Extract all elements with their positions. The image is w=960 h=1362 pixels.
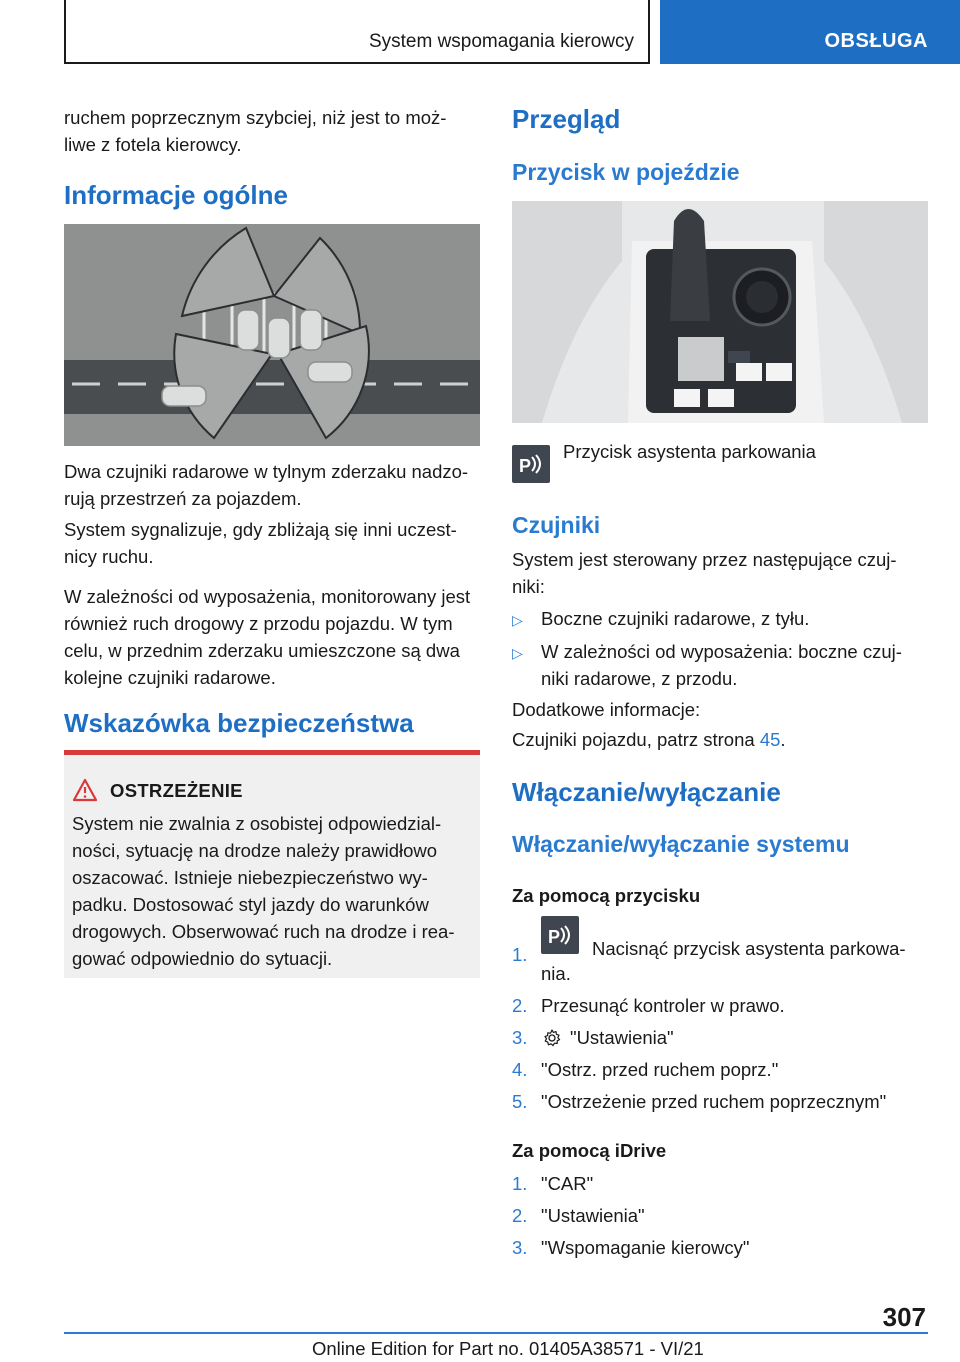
center-console-photo bbox=[512, 201, 928, 423]
section-heading-safety: Wskazówka bezpieczeństwa bbox=[64, 708, 414, 738]
page-reference: Czujniki pojazdu, patrz strona 45. bbox=[512, 729, 786, 750]
warning-line-1: System nie zwalnia z osobistej odpowiedzial- bbox=[72, 813, 442, 834]
sensor-bullet-2: ▷ W zależności od wyposażenia: boczne czuj- niki radarowe, z przodu. bbox=[512, 641, 902, 689]
page-reference-link[interactable]: 45 bbox=[759, 729, 781, 750]
header-title: System wspomagania kierowcy bbox=[368, 31, 634, 52]
parking-assistant-button-icon bbox=[541, 916, 579, 954]
via-idrive-heading: Za pomocą iDrive bbox=[512, 1140, 667, 1161]
sensors-text-line-1: System jest sterowany przez następujące czuj- bbox=[512, 549, 897, 570]
warning-line-5: drogowych. Obserwować ruch na drodze i rea- bbox=[72, 921, 455, 942]
intro-line-2: liwe z fotela kierowcy. bbox=[64, 134, 242, 155]
subheading-system-on-off: Włączanie/wyłączanie systemu bbox=[512, 831, 850, 857]
header-title-box bbox=[64, 0, 650, 64]
svg-text:P: P bbox=[548, 927, 561, 947]
header-section-label: OBSŁUGA bbox=[824, 30, 928, 52]
button-step-1: 1. P Nacisnąć przycisk asystenta parkowa- nia. bbox=[512, 916, 928, 976]
section-heading-on-off: Włączanie/wyłączanie bbox=[512, 777, 781, 807]
cross-traffic-illustration bbox=[64, 224, 480, 446]
extra-info-label: Dodatkowe informacje: bbox=[512, 699, 701, 720]
general-paragraph-3-line-2: również ruch drogowy z przodu pojazdu. W tym bbox=[64, 613, 453, 634]
header-section-tab[interactable] bbox=[660, 0, 960, 64]
warning-title: OSTRZEŻENIE bbox=[110, 780, 243, 801]
warning-line-3: oszacować. Istnieje niebezpieczeństwo wy- bbox=[72, 867, 428, 888]
subheading-sensors: Czujniki bbox=[512, 512, 601, 538]
footer-edition-text: Online Edition for Part no. 01405A38571 - VI/21 bbox=[312, 1338, 704, 1359]
general-paragraph-3-line-3: celu, w przednim zderzaku umieszczone są dwa bbox=[64, 640, 460, 661]
page-number: 307 bbox=[882, 1302, 926, 1332]
general-paragraph-3-line-1: W zależności od wyposażenia, monitorowany jest bbox=[64, 586, 471, 607]
gear-icon bbox=[542, 1028, 562, 1048]
via-button-heading: Za pomocą przycisku bbox=[512, 885, 701, 906]
general-paragraph-3-line-4: kolejne czujniki radarowe. bbox=[64, 667, 276, 688]
page-header bbox=[64, 0, 960, 66]
subheading-button-in-vehicle: Przycisk w pojeździe bbox=[512, 159, 740, 185]
section-heading-general: Informacje ogólne bbox=[64, 180, 288, 210]
footer-divider bbox=[64, 1332, 928, 1334]
warning-line-6: gować odpowiednio do sytuacji. bbox=[72, 948, 333, 969]
warning-triangle-icon bbox=[72, 778, 98, 802]
general-paragraph-1-line-1: Dwa czujniki radarowe w tylnym zderzaku nadzo- bbox=[64, 461, 469, 482]
section-heading-overview: Przegląd bbox=[512, 104, 621, 134]
general-paragraph-2-line-2: nicy ruchu. bbox=[64, 546, 154, 567]
bullet-triangle-icon: ▷ bbox=[512, 645, 523, 661]
button-caption: Przycisk asystenta parkowania bbox=[563, 441, 816, 462]
svg-text:P: P bbox=[519, 456, 532, 476]
warning-line-2: ności, sytuację na drodze należy prawidłowo bbox=[72, 840, 438, 861]
sensors-text-line-2: niki: bbox=[512, 576, 545, 597]
warning-line-4: padku. Dostosować styl jazdy do warunków bbox=[72, 894, 429, 915]
general-paragraph-2-line-1: System sygnalizuje, gdy zbliżają się inni uczest- bbox=[64, 519, 457, 540]
bullet-triangle-icon: ▷ bbox=[512, 612, 523, 628]
warning-box bbox=[64, 750, 480, 978]
intro-line-1: ruchem poprzecznym szybciej, niż jest to moż- bbox=[64, 107, 447, 128]
general-paragraph-1-line-2: rują przestrzeń za pojazdem. bbox=[64, 488, 302, 509]
parking-assistant-button-icon bbox=[512, 445, 550, 483]
